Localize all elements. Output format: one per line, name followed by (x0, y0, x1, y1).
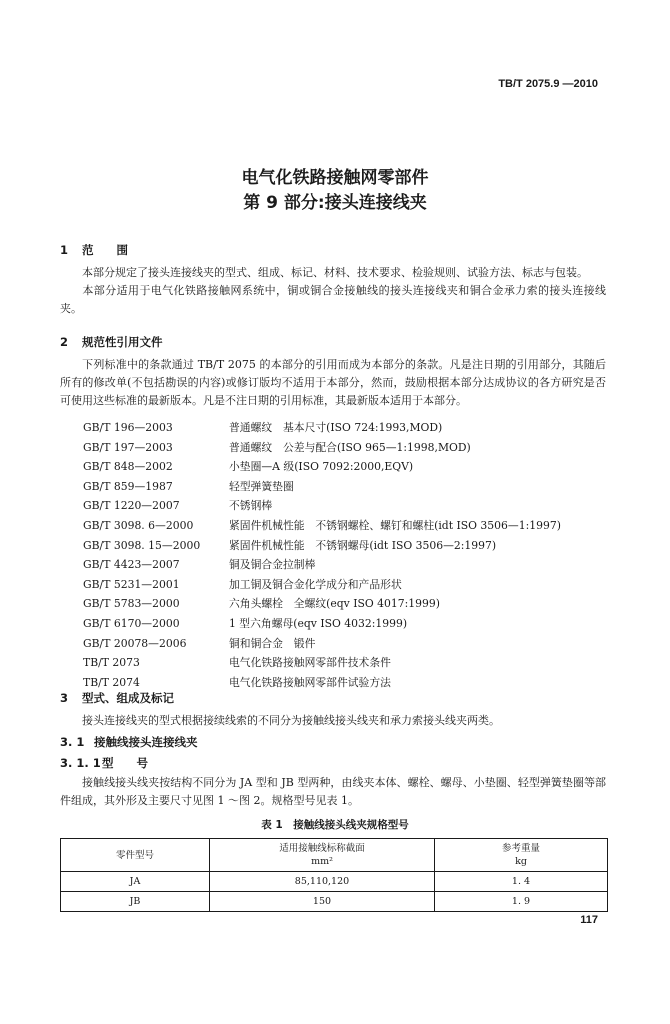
section-3-1-1-paragraph-1: 接触线接头线夹按结构不同分为 JA 型和 JB 型两种，由线夹本体、螺栓、螺母、小垫圈、轻型弹簧垫圈等部件组成，其外形及主要尺寸见图 1 ～图 2。规格型号见表 1。 (60, 776, 606, 807)
reference-code: GB/T 1220—2007 (83, 499, 180, 513)
section-number: 3. 1. 1 (60, 756, 101, 770)
reference-item (83, 516, 561, 536)
reference-title: 铜和铜合金 锻件 (229, 636, 316, 650)
reference-title: 电气化铁路接触网零部件技术条件 (229, 656, 391, 670)
reference-title: 普通螺纹 公差与配合(ISO 965—1:1998,MOD) (229, 440, 471, 454)
section-title: 型 号 (102, 756, 148, 770)
reference-item (83, 594, 561, 614)
section-number: 3 (60, 691, 69, 705)
reference-code: GB/T 848—2002 (83, 460, 173, 474)
reference-title: 紧固件机械性能 不锈钢螺母(idt ISO 3506—2:1997) (229, 538, 497, 552)
cell-section: 150 (210, 892, 435, 912)
reference-title: 不锈钢棒 (229, 499, 273, 513)
reference-item (83, 614, 561, 634)
reference-code: GB/T 5783—2000 (83, 597, 180, 611)
section-title: 型式、组成及标记 (82, 691, 174, 705)
reference-item (83, 477, 561, 497)
reference-code: GB/T 5231—2001 (83, 577, 180, 591)
reference-item (83, 496, 561, 516)
reference-title: 轻型弹簧垫圈 (229, 479, 294, 493)
reference-title: 紧固件机械性能 不锈钢螺栓、螺钉和螺柱(idt ISO 3506—1:1997) (229, 518, 561, 532)
table-1-caption: 表 1 接触线接头线夹规格型号 (261, 819, 409, 831)
reference-item (83, 653, 561, 673)
section-1-paragraph-2: 本部分适用于电气化铁路接触网系统中，铜或铜合金接触线的接头连接线夹和铜合金承力索的接头连接线夹。 (60, 284, 606, 315)
reference-title: 六角头螺栓 全螺纹(eqv ISO 4017:1999) (229, 597, 440, 611)
reference-code: TB/T 2073 (83, 656, 140, 670)
section-3-paragraph-1: 接头连接线夹的型式根据接续线索的不同分为接触线接头线夹和承力索接头线夹两类。 (82, 714, 500, 727)
reference-item (83, 418, 561, 438)
reference-code: GB/T 20078—2006 (83, 636, 187, 650)
section-title: 范 围 (82, 243, 128, 257)
cell-model: JB (61, 892, 210, 912)
section-title: 接触线接头连接线夹 (94, 735, 198, 749)
standard-code: TB/T 2075.9 —2010 (498, 78, 598, 90)
section-1-heading (60, 242, 128, 258)
document-title-line1: 电气化铁路接触网零部件 (241, 168, 429, 188)
reference-code: GB/T 3098. 6—2000 (83, 518, 194, 532)
reference-item (83, 634, 561, 654)
table-header-row (61, 839, 608, 872)
section-3-1-1-heading (60, 755, 148, 771)
section-title: 规范性引用文件 (82, 335, 163, 349)
reference-code: GB/T 4423—2007 (83, 558, 180, 572)
table-row (61, 892, 608, 912)
reference-code: GB/T 6170—2000 (83, 616, 180, 630)
page-number: 117 (580, 914, 598, 926)
reference-item (83, 457, 561, 477)
column-header-section: 适用接触线标称截面 mm² (210, 839, 435, 872)
cell-weight: 1. 9 (435, 892, 608, 912)
column-header-model: 零件型号 (61, 839, 210, 872)
cell-weight: 1. 4 (435, 872, 608, 892)
reference-code: GB/T 859—1987 (83, 479, 173, 493)
reference-title: 小垫圈—A 级(ISO 7092:2000,EQV) (229, 460, 414, 474)
reference-title: 加工铜及铜合金化学成分和产品形状 (229, 577, 402, 591)
table-row (61, 872, 608, 892)
section-3-1-heading (60, 734, 198, 750)
reference-code: GB/T 197—2003 (83, 440, 173, 454)
section-number: 3. 1 (60, 735, 85, 749)
section-3-heading (60, 690, 174, 706)
section-number: 2 (60, 335, 69, 349)
normative-references-list (83, 418, 561, 692)
reference-title: 普通螺纹 基本尺寸(ISO 724:1993,MOD) (229, 421, 443, 434)
reference-code: TB/T 2074 (83, 675, 140, 689)
document-title-line2: 第 9 部分:接头连接线夹 (243, 193, 427, 213)
section-2-paragraph-1: 下列标准中的条款通过 TB/T 2075 的本部分的引用而成为本部分的条款。凡是注日期的引用部分，其随后所有的修改单(不包括勘误的内容)或修订版均不适用于本部分，然而，鼓励根据本部分达成协议的各方研究是否可使用这些标准的最新版本。凡是不注日期的引用标准，其最新版本适用于本部分。 (60, 358, 606, 407)
reference-item (83, 555, 561, 575)
reference-item (83, 438, 561, 458)
reference-code: GB/T 196—2003 (83, 421, 173, 434)
reference-title: 铜及铜合金拉制棒 (229, 558, 316, 572)
cell-model: JA (61, 872, 210, 892)
section-number: 1 (60, 243, 69, 257)
section-1-paragraph-1: 本部分规定了接头连接线夹的型式、组成、标记、材料、技术要求、检验规则、试验方法、标志与包装。 (82, 266, 588, 279)
reference-item (83, 575, 561, 595)
reference-title: 1 型六角螺母(eqv ISO 4032:1999) (229, 616, 408, 630)
reference-item (83, 536, 561, 556)
reference-title: 电气化铁路接触网零部件试验方法 (229, 675, 391, 689)
table-1 (60, 838, 608, 912)
cell-section: 85,110,120 (210, 872, 435, 892)
reference-code: GB/T 3098. 15—2000 (83, 538, 201, 552)
column-header-weight: 参考重量 kg (435, 839, 608, 872)
section-2-heading (60, 334, 163, 350)
